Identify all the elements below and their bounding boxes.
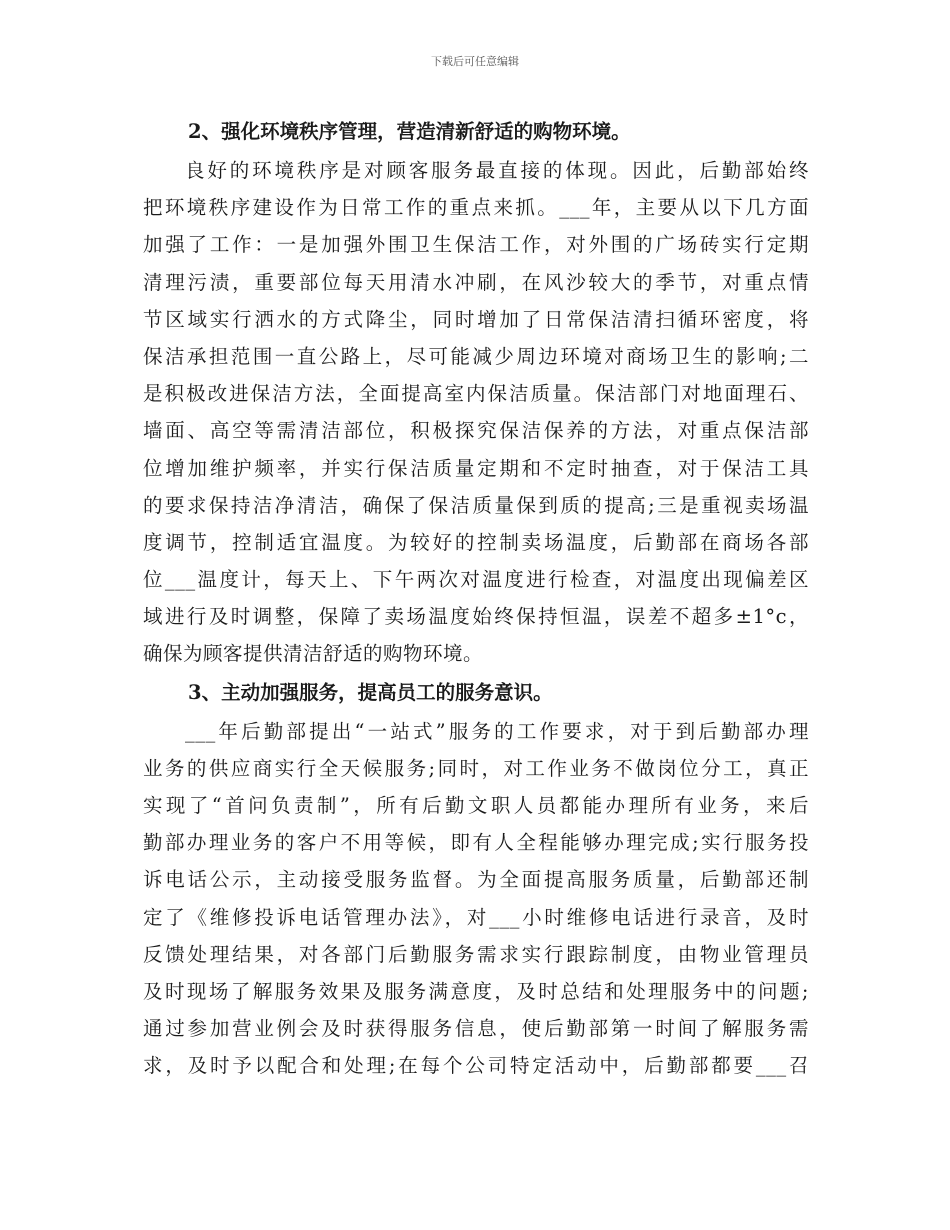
section-heading: 2、强化环境秩序管理，营造清新舒适的购物环境。: [188, 120, 631, 143]
paragraph-line: 通过参加营业例会及时获得服务信息，使后勤部第一时间了解服务需: [143, 1017, 809, 1041]
paragraph-line: 保洁承担范围一直公路上，尽可能减少周边环境对商场卫生的影响;二: [143, 344, 809, 368]
paragraph-line: 把环境秩序建设作为日常工作的重点来抓。___年，主要从以下几方面: [143, 196, 809, 220]
page-header-note: 下载后可任意编辑: [431, 55, 519, 68]
paragraph-line: 求，及时予以配合和处理;在每个公司特定活动中，后勤部都要___召: [143, 1054, 809, 1078]
section-environment: [143, 112, 809, 673]
paragraph-line: 清理污渍，重要部位每天用清水冲刷，在风沙较大的季节，对重点情: [143, 270, 809, 294]
paragraph-line: 加强了工作：一是加强外围卫生保洁工作，对外围的广场砖实行定期: [143, 233, 809, 257]
paragraph-line: 是积极改进保洁方法，全面提高室内保洁质量。保洁部门对地面理石、: [143, 382, 809, 406]
paragraph-line: 域进行及时调整，保障了卖场温度始终保持恒温，误差不超多±1°c，: [143, 605, 809, 629]
section-heading: 3、主动加强服务，提高员工的服务意识。: [188, 680, 553, 704]
paragraph-line: 确保为顾客提供清洁舒适的购物环境。: [143, 642, 484, 666]
paragraph-line: 良好的环境秩序是对顾客服务最直接的体现。因此，后勤部始终: [185, 159, 809, 182]
paragraph-line: 的要求保持洁净清洁，确保了保洁质量保到质的提高;三是重视卖场温: [143, 493, 809, 517]
paragraph-line: 及时现场了解服务效果及服务满意度，及时总结和处理服务中的问题;: [143, 979, 809, 1003]
paragraph-line: 节区域实行洒水的方式降尘，同时增加了日常保洁清扫循环密度，将: [143, 307, 809, 331]
paragraph-line: 诉电话公示，主动接受服务监督。为全面提高服务质量，后勤部还制: [143, 868, 809, 892]
paragraph-line: ___年后勤部提出“一站式”服务的工作要求，对于到后勤部办理: [185, 719, 809, 743]
paragraph-line: 勤部办理业务的客户不用等候，即有人全程能够办理完成;实行服务投: [143, 831, 809, 855]
paragraph-line: 墙面、高空等需清洁部位，积极探究保洁保养的方法，对重点保洁部: [143, 419, 809, 443]
section-service: [143, 673, 809, 1085]
paragraph-line: 实现了“首问负责制”，所有后勤文职人员都能办理所有业务，来后: [143, 794, 809, 817]
document-body: [143, 112, 809, 1085]
paragraph-line: 度调节，控制适宜温度。为较好的控制卖场温度，后勤部在商场各部: [143, 530, 809, 554]
paragraph-line: 位增加维护频率，并实行保洁质量定期和不定时抽查，对于保洁工具: [143, 456, 809, 480]
paragraph-line: 反馈处理结果，对各部门后勤服务需求实行跟踪制度，由物业管理员: [143, 942, 809, 966]
paragraph-line: 业务的供应商实行全天候服务;同时，对工作业务不做岗位分工，真正: [143, 756, 809, 780]
paragraph-line: 定了《维修投诉电话管理办法》，对___小时维修电话进行录音，及时: [143, 905, 809, 929]
paragraph-line: 位___温度计，每天上、下午两次对温度进行检查，对温度出现偏差区: [143, 568, 809, 592]
